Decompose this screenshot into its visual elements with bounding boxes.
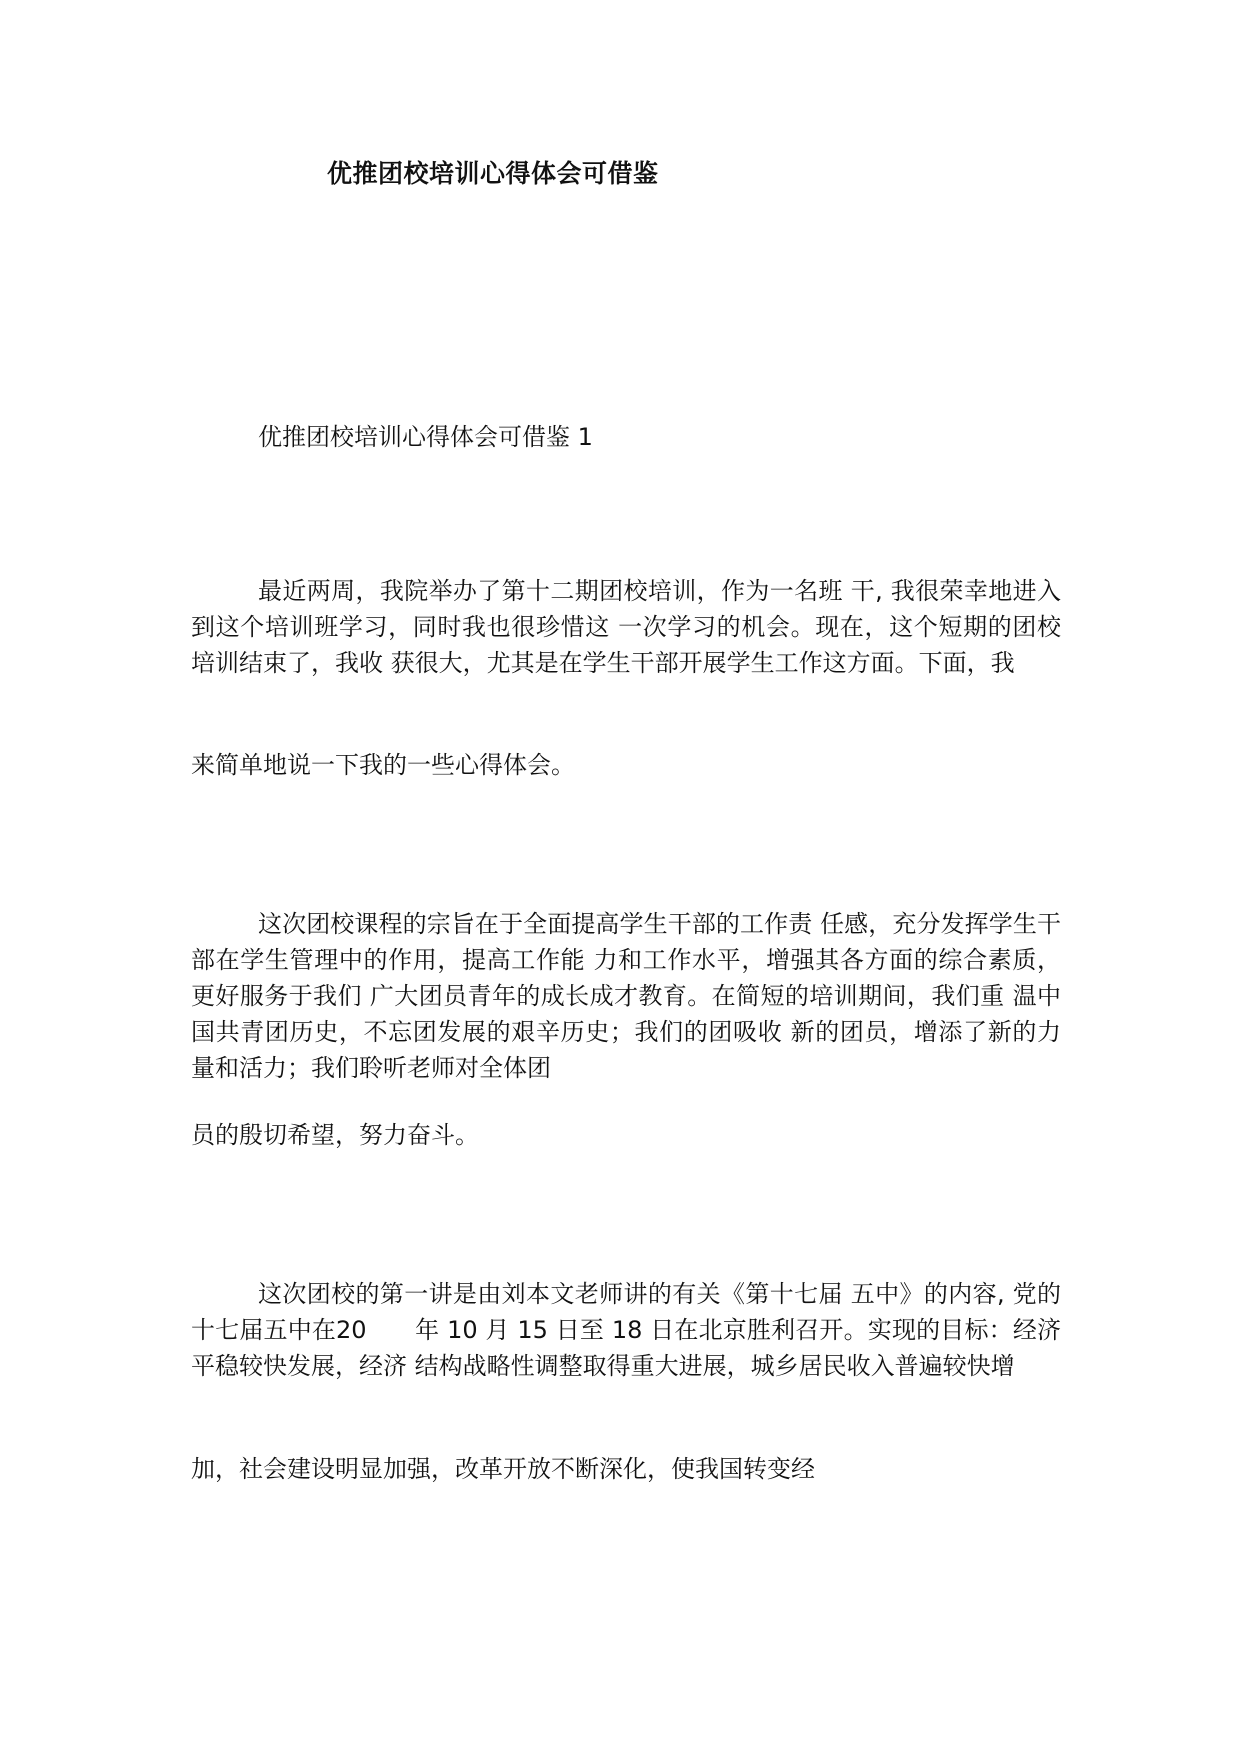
paragraph-1-continuation: 来简单地说一下我的一些心得体会。 [191, 751, 575, 779]
paragraph-2: 这次团校课程的宗旨在于全面提高学生干部的工作责 任感，充分发挥学生干部在学生管理中的作用，提高工作能 力和工作水平，增强其各方面的综合素质，更好服务于我们 广大团员青年的成长成才教育。在简短的培训期间，我们重 温中国共青团历史，不忘团发展的艰辛历史；我们的团吸收 新的团员，增添了新的力量和活力；我们聆听老师对全体团 [191, 910, 1061, 1082]
paragraph-1: 最近两周，我院举办了第十二期团校培训，作为一名班 干, 我很荣幸地进入到这个培训班学习，同时我也很珍惜这 一次学习的机会。现在，这个短期的团校培训结束了，我收 获很大，尤其是在学生干部开展学生工作这方面。下面，我 [191, 577, 1061, 677]
paragraph-2-continuation: 员的殷切希望，努力奋斗。 [191, 1121, 479, 1149]
paragraph-3-continuation: 加，社会建设明显加强，改革开放不断深化，使我国转变经 [191, 1455, 815, 1483]
document-title: 优推团校培训心得体会可借鉴 [327, 159, 659, 188]
section-heading: 优推团校培训心得体会可借鉴 1 [258, 423, 593, 451]
paragraph-3: 这次团校的第一讲是由刘本文老师讲的有关《第十七届 五中》的内容, 党的十七届五中在20 年 10 月 15 日至 18 日在北京胜利召开。实现的目标：经济平稳较快发展，经济 结构战略性调整取得重大进展，城乡居民收入普遍较快增 [191, 1280, 1061, 1380]
